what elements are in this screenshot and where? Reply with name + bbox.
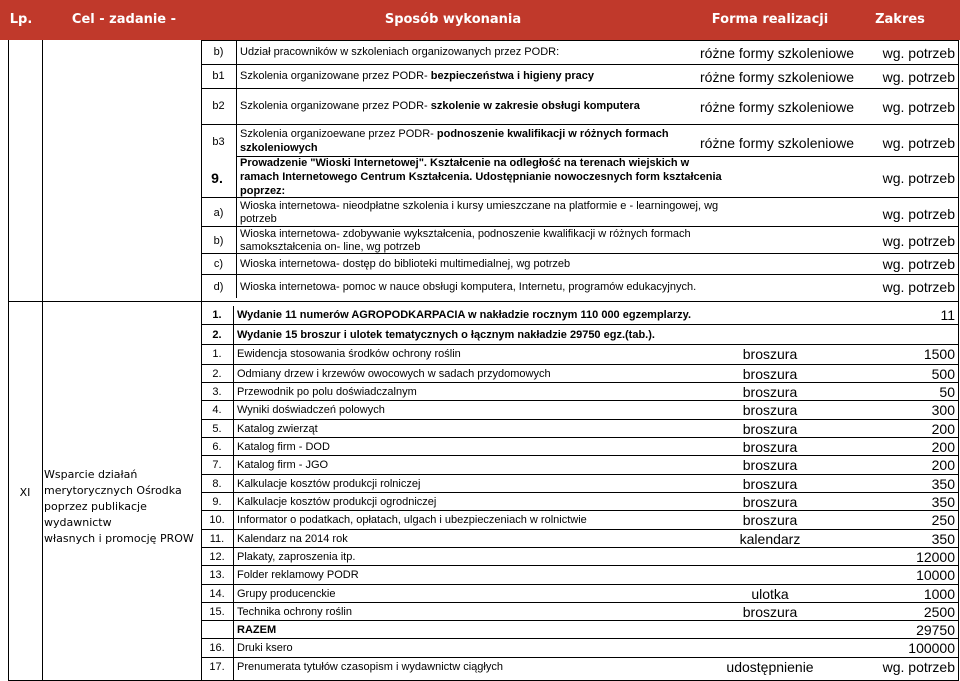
item-num: 17. xyxy=(209,661,225,673)
item-zakres: 500 xyxy=(931,366,955,382)
item-forma: ulotka xyxy=(751,586,789,602)
row-zakres: wg. potrzeb xyxy=(882,45,955,61)
item-forma: broszura xyxy=(742,421,798,437)
item-zakres: 250 xyxy=(931,512,955,528)
item-zakres: 200 xyxy=(931,421,955,437)
item-num: 12. xyxy=(209,551,225,563)
row-num: 2. xyxy=(212,329,222,341)
item-text: Technika ochrony roślin xyxy=(237,606,352,618)
row-text: Wioska internetowa- zdobywanie wykształcenia, podnoszenie kwalifikacji w różnych formach xyxy=(240,228,691,240)
item-num: 9. xyxy=(212,496,222,508)
row-mark: d) xyxy=(213,281,224,293)
item-zakres: 1000 xyxy=(923,586,955,602)
item-zakres: wg. potrzeb xyxy=(882,659,955,675)
item-forma: broszura xyxy=(742,604,798,620)
item-zakres: 12000 xyxy=(916,549,955,565)
item-zakres: 50 xyxy=(939,384,955,400)
item-text: Katalog firm - JGO xyxy=(237,459,329,471)
item-num: 16. xyxy=(209,642,225,654)
header-lp: Lp. xyxy=(9,12,33,27)
header-forma: Forma realizacji xyxy=(711,12,829,27)
row-zakres: 11 xyxy=(940,307,955,323)
row-mark: b3 xyxy=(212,136,225,148)
section-cel: Wsparcie działań merytorycznych Ośrodka poprzez publikacje wydawnictw własnych i promocję PROW xyxy=(44,468,194,545)
header-zakres: Zakres xyxy=(875,12,925,27)
row-mark: a) xyxy=(213,207,224,219)
row-zakres: wg. potrzeb xyxy=(882,233,955,249)
item-forma: udostępnienie xyxy=(726,659,814,675)
row-mark: b2 xyxy=(212,100,225,112)
item-forma: broszura xyxy=(742,384,798,400)
item-zakres: 10000 xyxy=(916,567,955,583)
section-lp: XI xyxy=(19,486,31,499)
item-text: Kalkulacje kosztów produkcji rolniczej xyxy=(237,478,421,490)
row-forma: różne formy szkoleniowe xyxy=(700,45,855,61)
item-text: Kalendarz na 2014 rok xyxy=(237,533,348,545)
item-num: 7. xyxy=(212,459,222,471)
item-zakres: 300 xyxy=(931,402,955,418)
item-num: 2. xyxy=(212,368,222,380)
item-forma: broszura xyxy=(742,366,798,382)
row-mark: b) xyxy=(213,235,224,247)
item-zakres: 29750 xyxy=(916,622,955,638)
row-zakres: wg. potrzeb xyxy=(882,206,955,222)
item-text: Katalog firm - DOD xyxy=(237,441,330,453)
row-mark: b1 xyxy=(212,70,225,82)
item-num: 4. xyxy=(212,404,222,416)
row-text: Wioska internetowa- pomoc w nauce obsługi komputera, Internetu, programów edukacyjnych. xyxy=(240,281,697,293)
item-zakres: 100000 xyxy=(908,640,955,656)
header-cel: Cel - zadanie - zamierzenie xyxy=(71,12,177,67)
item-text: Druki ksero xyxy=(237,642,293,654)
row-text-line2: ramach Internetowego Centrum Kształcenia. Udostępnianie nowoczesnych form kształcenia xyxy=(240,171,722,183)
row-text: Wydanie 11 numerów AGROPODKARPACIA w nakładzie rocznym 110 000 egzemplarzy. xyxy=(237,309,691,321)
row-forma: różne formy szkoleniowe xyxy=(700,69,855,85)
row-mark: b) xyxy=(213,46,224,58)
row-text: Szkolenia organizoewane przez PODR- podnoszenie kwalifikacji w różnych formach xyxy=(240,128,669,140)
item-zakres: 2500 xyxy=(923,604,955,620)
row-forma: różne formy szkoleniowe xyxy=(700,99,855,115)
item-num: 10. xyxy=(209,514,225,526)
row-text: Szkolenia organizowane przez PODR- szkolenie w zakresie obsługi komputera xyxy=(240,100,640,112)
item-num: 8. xyxy=(212,478,222,490)
item-forma: broszura xyxy=(742,457,798,473)
item-num: 3. xyxy=(212,386,222,398)
item-text: Wyniki doświadczeń polowych xyxy=(237,404,385,416)
item-text: Grupy producenckie xyxy=(237,588,336,600)
item-forma: kalendarz xyxy=(739,531,801,547)
item-num: 15. xyxy=(209,606,225,618)
row-zakres: wg. potrzeb xyxy=(882,256,955,272)
item-num: 6. xyxy=(212,441,222,453)
item-text: Kalkulacje kosztów produkcji ogrodniczej xyxy=(237,496,437,508)
row-mark: c) xyxy=(213,258,224,270)
item-forma: broszura xyxy=(742,346,798,362)
item-text: Plakaty, zaproszenia itp. xyxy=(237,551,356,563)
row-text-line2: szkoleniowych xyxy=(240,142,318,154)
row-text: Wioska internetowa- nieodpłatne szkolenia i kursy umieszczane na platformie e - learningowej, wg xyxy=(240,200,719,212)
row-zakres: wg. potrzeb xyxy=(882,69,955,85)
item-num: 1. xyxy=(212,348,222,360)
row-text-line2: potrzeb xyxy=(240,213,277,225)
section-number: 9. xyxy=(211,170,223,186)
item-text: Ewidencja stosowania środków ochrony roślin xyxy=(237,348,461,360)
row-zakres: wg. potrzeb xyxy=(882,170,955,186)
row-forma: różne formy szkoleniowe xyxy=(700,135,855,151)
item-text: Katalog zwierząt xyxy=(237,423,318,435)
row-zakres: wg. potrzeb xyxy=(882,99,955,115)
item-text: Przewodnik po polu doświadczalnym xyxy=(237,386,417,398)
row-zakres: wg. potrzeb xyxy=(882,135,955,151)
item-text: Prenumerata tytułów czasopism i wydawnictw ciągłych xyxy=(237,661,503,673)
row-text: Wioska internetowa- dostęp do biblioteki multimedialnej, wg potrzeb xyxy=(240,258,571,270)
row-text: Prowadzenie "Wioski Internetowej". Kształcenie na odległość na terenach wiejskich w xyxy=(240,157,690,169)
row-text: Wydanie 15 broszur i ulotek tematycznych o łącznym nakładzie 29750 egz.(tab.). xyxy=(237,329,655,341)
item-forma: broszura xyxy=(742,494,798,510)
item-text: Odmiany drzew i krzewów owocowych w sadach przydomowych xyxy=(237,368,551,380)
item-num: 5. xyxy=(212,423,222,435)
item-forma: broszura xyxy=(742,476,798,492)
row-zakres: wg. potrzeb xyxy=(882,279,955,295)
row-text: Szkolenia organizowane przez PODR- bezpieczeństwa i higieny pracy xyxy=(240,70,594,82)
row-text-line2: samokształcenia on- line, wg potrzeb xyxy=(240,241,421,253)
row-num: 1. xyxy=(212,309,222,321)
item-forma: broszura xyxy=(742,402,798,418)
item-num: 14. xyxy=(209,588,225,600)
item-num: 11. xyxy=(209,533,225,545)
item-zakres: 350 xyxy=(931,494,955,510)
item-text: Informator o podatkach, opłatach, ulgach i ubezpieczeniach w rolnictwie xyxy=(237,514,587,526)
item-zakres: 200 xyxy=(931,439,955,455)
row-text: Udział pracowników w szkoleniach organizowanych przez PODR: xyxy=(240,46,560,58)
item-text: RAZEM xyxy=(237,624,277,636)
item-num: 13. xyxy=(209,569,225,581)
item-text: Folder reklamowy PODR xyxy=(237,569,359,581)
header-sposob: Sposób wykonania xyxy=(384,12,522,27)
item-zakres: 350 xyxy=(931,531,955,547)
row-text-line3: poprzez: xyxy=(240,185,286,197)
item-forma: broszura xyxy=(742,512,798,528)
item-zakres: 200 xyxy=(931,457,955,473)
item-forma: broszura xyxy=(742,439,798,455)
item-zakres: 1500 xyxy=(923,346,955,362)
item-zakres: 350 xyxy=(931,476,955,492)
